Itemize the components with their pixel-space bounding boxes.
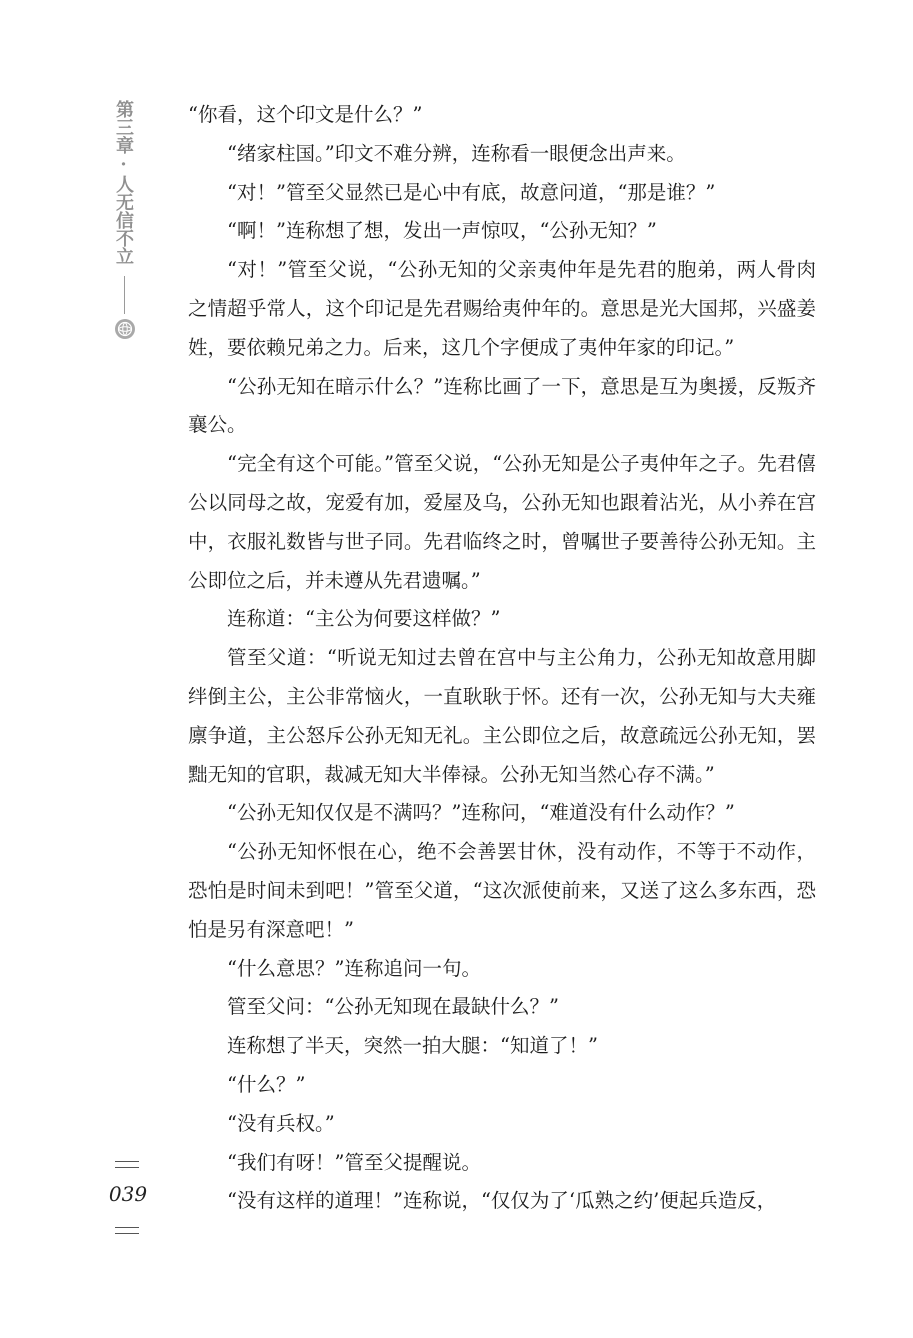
paragraph: “对！”管至父显然已是心中有底，故意问道，“那是谁？”: [227, 180, 716, 204]
page-number: 039: [108, 1182, 148, 1206]
paragraph: “什么？”: [227, 1072, 306, 1096]
paragraph: “公孙无知在暗示什么？”连称比画了一下，意思是互为奥援，反叛齐襄公。: [188, 374, 816, 437]
paragraph: “公孙无知怀恨在心，绝不会善罢甘休，没有动作，不等于不动作，恐怕是时间未到吧！”管至父道，“这次派使前来，又送了这么多东西，恐怕是另有深意吧！”: [188, 840, 816, 941]
running-head-chapter-title: 第三章·人无信不立: [113, 100, 134, 265]
paragraph: “对！”管至父说，“公孙无知的父亲夷仲年是先君的胞弟，两人骨肉之情超乎常人，这个印记是先君赐给夷仲年的。意思是光大国邦，兴盛姜姓，要依赖兄弟之力。后来，这几个字便成了夷仲年家的印记。”: [188, 258, 816, 359]
paragraph: “公孙无知仅仅是不满吗？”连称问，“难道没有什么动作？”: [227, 801, 735, 825]
folio-rule-top: [115, 1161, 139, 1168]
folio-rule-bottom: [115, 1227, 139, 1234]
chapter-emblem-icon: [114, 318, 136, 340]
paragraph: 管至父问：“公孙无知现在最缺什么？”: [227, 995, 559, 1019]
paragraph: “没有兵权。”: [227, 1111, 335, 1135]
paragraph: “我们有呀！”管至父提醒说。: [227, 1150, 481, 1174]
paragraph: “你看，这个印文是什么？”: [188, 103, 423, 126]
running-head-rule: [124, 276, 125, 314]
paragraph: “什么意思？”连称追问一句。: [227, 956, 481, 980]
paragraph: “完全有这个可能。”管至父说，“公孙无知是公子夷仲年之子。先君僖公以同母之故，宠爱有加，爱屋及乌，公孙无知也跟着沾光，从小养在宫中，衣服礼数皆与世子同。先君临终之时，曾嘱世子要善待公孙无知。主公即位之后，并未遵从先君遗嘱。”: [188, 452, 816, 592]
paragraph: 连称道：“主公为何要这样做？”: [227, 607, 501, 631]
paragraph: 管至父道：“听说无知过去曾在宫中与主公角力，公孙无知故意用脚绊倒主公，主公非常恼火，一直耿耿于怀。还有一次，公孙无知与大夫雍廪争道，主公怒斥公孙无知无礼。主公即位之后，故意疏远公孙无知，罢黜无知的官职，裁减无知大半俸禄。公孙无知当然心存不满。”: [188, 646, 816, 786]
body-text: [188, 96, 816, 1221]
paragraph: “啊！”连称想了想，发出一声惊叹，“公孙无知？”: [227, 219, 657, 243]
paragraph: “没有这样的道理！”连称说，“仅仅为了‘瓜熟之约’便起兵造反，: [227, 1189, 777, 1213]
paragraph: “绪家柱国。”印文不难分辨，连称看一眼便念出声来。: [227, 141, 686, 165]
paragraph: 连称想了半天，突然一拍大腿：“知道了！”: [227, 1034, 598, 1058]
